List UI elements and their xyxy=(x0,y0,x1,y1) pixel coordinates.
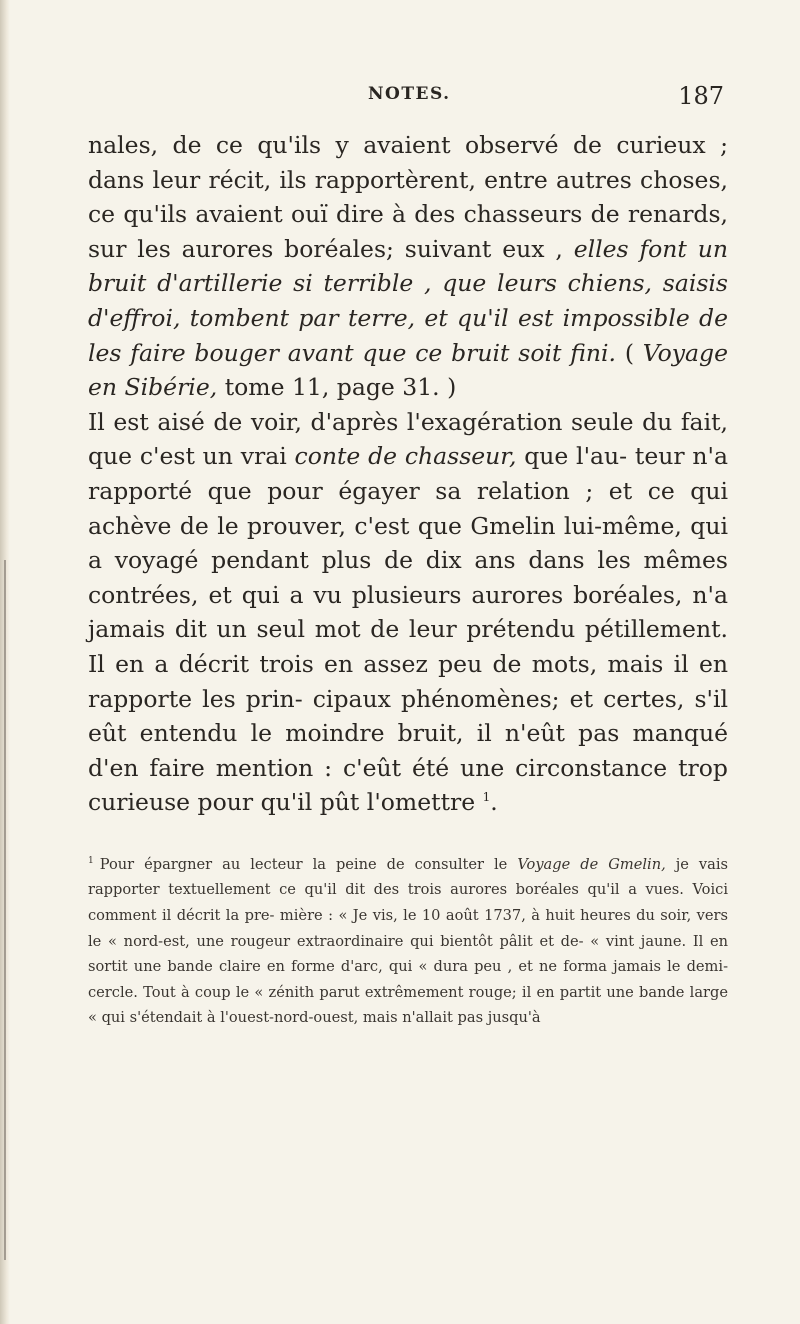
footnote-title: Voyage xyxy=(517,855,571,873)
italic-quote: elles font un bruit d'artillerie si terrible , que xyxy=(88,234,728,298)
text-line: lui-même, qui a voyagé pendant plus de dix ans xyxy=(88,511,728,575)
footnote-line: « zénith parut extrêmement rouge; il en partit une bande large xyxy=(254,983,728,1001)
footnote-line: aurores boréales qu'il a vues. Voici comment il décrit la pre- xyxy=(88,881,728,925)
binding-shadow xyxy=(4,560,6,1260)
footnote-line: « nord-est, une rougeur extraordinaire qui bientôt pâlit et de- xyxy=(108,932,584,950)
text-line: eux , xyxy=(502,234,574,263)
running-head: NOTES. xyxy=(368,84,451,104)
text-line: choses, ce qu'ils avaient ouï dire à des chasseurs xyxy=(88,165,728,229)
text-line: Il est aisé de voir, d'après l'exagération seule du xyxy=(88,407,673,436)
footnote-line: « vint jaune. Il en sortit une bande claire en forme d'arc, qui xyxy=(88,932,728,976)
citation-title: Voyage en Sibérie, xyxy=(88,338,728,402)
text-line: dans les mêmes contrées, et qui a vu plusieurs xyxy=(88,546,728,609)
text-line: . xyxy=(490,788,498,817)
footnote-line: « qui s'étendait à l'ouest-nord-ouest, mais n'allait pas jusqu'à xyxy=(88,1009,541,1027)
page-number: 187 xyxy=(678,82,724,110)
book-page xyxy=(88,82,728,1031)
text-line: que l'au- xyxy=(516,442,628,471)
footnote-reference[interactable]: 1 xyxy=(482,790,491,805)
italic-quote: soit fini. xyxy=(518,338,617,367)
text-line: nales, de ce qu'ils y avaient observé de curieux ; xyxy=(88,131,728,159)
text-line: leur prétendu pétillement. Il en a décrit trois en xyxy=(88,615,728,678)
italic-quote: est impossible de les faire bouger avant que ce bruit xyxy=(88,303,728,367)
text-line: fait, que c'est un vrai xyxy=(88,407,728,471)
italic-quote: leurs chiens, saisis d'effroi, tombent par terre, et qu'il xyxy=(88,269,728,332)
footnote-line: je vais rapporter textuellement ce qu'il dit des trois xyxy=(88,855,729,899)
footnote xyxy=(88,852,728,1031)
text-line: moindre bruit, il n'eût pas manqué d'en faire xyxy=(88,719,728,782)
footnote-line: mière : « Je vis, le 10 août 1737, à huit heures du soir, vers le xyxy=(88,907,729,950)
page-header xyxy=(88,82,728,122)
footnote-line: Pour épargner au lecteur la peine de consulter le xyxy=(99,855,518,873)
text-line: ( xyxy=(616,338,643,367)
text-line: de renards, sur les aurores boréales; suivant xyxy=(88,200,728,263)
text-line: mention : c'eût été une circonstance trop curieuse xyxy=(88,753,728,817)
footnote-mark: 1 xyxy=(88,856,94,867)
footnote-title: de Gmelin, xyxy=(580,855,666,873)
text-line: teur n'a rapporté que pour égayer sa relation ; et xyxy=(88,442,729,505)
italic-phrase: conte de chasseur, xyxy=(294,442,517,471)
citation-ref: tome 11, page 31. ) xyxy=(217,373,457,402)
text-line: ce qui achève de le prouver, c'est que Gmelin xyxy=(88,476,728,540)
text-line: dans leur récit, ils rapportèrent, entre autres xyxy=(88,165,632,194)
text-line: aurores boréales, n'a jamais dit un seul mot de xyxy=(88,580,728,644)
paragraph-2 xyxy=(88,405,728,820)
text-line: pour qu'il pût l'omettre xyxy=(197,788,483,817)
text-line: assez peu de mots, mais il en rapporte les prin- xyxy=(88,649,728,713)
footnote-line: « dura peu , et ne forma jamais le demi-cercle. Tout à coup le xyxy=(88,958,728,1001)
paragraph-1 xyxy=(88,128,728,405)
body-text xyxy=(88,128,728,820)
text-line: cipaux phénomènes; et certes, s'il eût entendu le xyxy=(88,684,728,748)
